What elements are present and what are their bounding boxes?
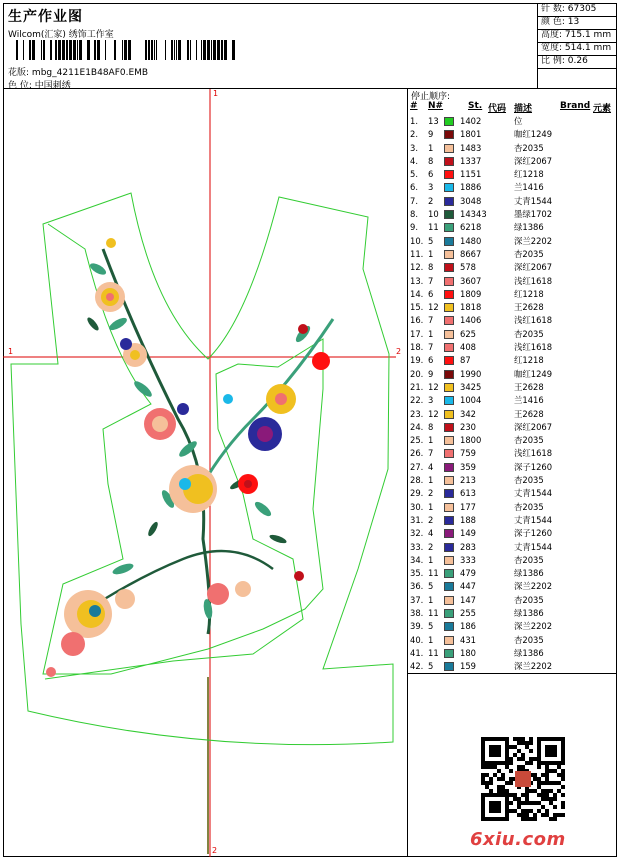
color-swatch <box>444 556 454 565</box>
color-swatch <box>444 183 454 192</box>
mark-left: 1 <box>8 347 14 356</box>
table-row: 33. 2 283 丈青1544 <box>410 541 553 552</box>
table-row: 29. 2 613 丈青1544 <box>410 488 553 499</box>
color-swatch <box>444 223 454 232</box>
page-title: 生产作业图 <box>8 9 83 25</box>
table-row: 28. 1 213 杏2035 <box>410 475 544 486</box>
table-row: 10. 5 1480 深兰2202 <box>410 235 553 246</box>
panel-title: 停止顺序: <box>411 92 451 102</box>
color-swatch <box>444 423 454 432</box>
color-swatch <box>444 210 454 219</box>
table-row: 22. 3 1004 兰1416 <box>410 395 544 406</box>
table-row: 34. 1 333 杏2035 <box>410 554 544 565</box>
mark-top: 1 <box>213 89 219 98</box>
mark-right: 2 <box>396 347 402 356</box>
table-row: 5. 6 1151 红1218 <box>410 169 544 180</box>
stat-height: 高度: 715.1 mm <box>541 30 612 40</box>
color-stop-panel <box>408 89 617 857</box>
table-row: 6. 3 1886 兰1416 <box>410 182 544 193</box>
column-headers: # N# St. 代码 描述 Brand 元素 <box>410 101 612 114</box>
color-swatch <box>444 662 454 671</box>
mark-bottom: 2 <box>212 846 218 855</box>
color-swatch <box>444 130 454 139</box>
color-swatch <box>444 170 454 179</box>
color-swatch <box>444 263 454 272</box>
studio-name: Wilcom(汇家) 绣饰工作室 <box>8 30 114 40</box>
stat-width: 宽度: 514.1 mm <box>541 43 612 53</box>
floral-embroidery <box>46 238 333 677</box>
color-swatch <box>444 636 454 645</box>
table-row: 12. 8 578 深红2067 <box>410 262 553 273</box>
color-swatch <box>444 410 454 419</box>
color-swatch <box>444 503 454 512</box>
color-swatch <box>444 277 454 286</box>
table-row: 23. 12 342 王2628 <box>410 408 544 419</box>
color-swatch <box>444 622 454 631</box>
color-swatch <box>444 343 454 352</box>
table-row: 9. 11 6218 绿1386 <box>410 222 544 233</box>
color-swatch <box>444 144 454 153</box>
table-row: 41. 11 180 绿1386 <box>410 647 544 658</box>
table-row: 30. 1 177 杏2035 <box>410 501 544 512</box>
table-row: 18. 7 408 浅红1618 <box>410 342 553 353</box>
table-row: 42. 5 159 深兰2202 <box>410 661 553 672</box>
table-row: 20. 9 1990 咖红1249 <box>410 368 553 379</box>
color-swatch <box>444 543 454 552</box>
table-row: 37. 1 147 杏2035 <box>410 594 544 605</box>
table-row: 40. 1 431 杏2035 <box>410 634 544 645</box>
stat-scale: 比 例: 0.26 <box>541 56 588 66</box>
table-row: 27. 4 359 深子1260 <box>410 461 553 472</box>
table-row: 17. 1 625 杏2035 <box>410 328 544 339</box>
panel-divider <box>408 673 617 674</box>
color-swatch <box>444 117 454 126</box>
color-swatch <box>444 250 454 259</box>
table-row: 32. 4 149 深子1260 <box>410 528 553 539</box>
table-row: 19. 6 87 红1218 <box>410 355 544 366</box>
color-swatch <box>444 290 454 299</box>
color-swatch <box>444 197 454 206</box>
color-swatch <box>444 516 454 525</box>
header-block <box>3 3 538 89</box>
table-row: 36. 5 447 深兰2202 <box>410 581 553 592</box>
color-swatch <box>444 649 454 658</box>
color-swatch <box>444 356 454 365</box>
table-row: 26. 7 759 浅红1618 <box>410 448 553 459</box>
color-swatch <box>444 463 454 472</box>
design-drawing <box>3 89 408 857</box>
table-row: 11. 1 8667 杏2035 <box>410 248 544 259</box>
color-swatch <box>444 449 454 458</box>
color-swatch <box>444 609 454 618</box>
table-row: 1. 13 1402 位 <box>410 116 523 126</box>
color-position: 中国刺绣 <box>34 81 71 91</box>
stat-colors: 颜 色: 13 <box>541 17 580 27</box>
color-swatch <box>444 582 454 591</box>
color-swatch <box>444 489 454 498</box>
table-row: 2. 9 1801 咖红1249 <box>410 129 553 140</box>
color-stop-list <box>408 115 617 673</box>
table-row: 8. 10 14343 墨绿1702 <box>410 209 553 220</box>
color-swatch <box>444 596 454 605</box>
table-row: 16. 7 1406 浅红1618 <box>410 315 553 326</box>
color-swatch <box>444 303 454 312</box>
color-swatch <box>444 370 454 379</box>
table-row: 7. 2 3048 丈青1544 <box>410 195 553 206</box>
file-name: mbg_4211E1B48AF0.EMB <box>31 68 149 78</box>
qr-code <box>481 737 565 821</box>
color-swatch <box>444 396 454 405</box>
table-row: 39. 5 186 深兰2202 <box>410 621 553 632</box>
watermark-text: 6xiu.com <box>470 829 566 850</box>
table-row: 38. 11 255 绿1386 <box>410 607 544 618</box>
table-row: 3. 1 1483 杏2035 <box>410 142 544 153</box>
table-row: 4. 8 1337 深红2067 <box>410 155 553 166</box>
table-row: 14. 6 1809 红1218 <box>410 288 544 299</box>
table-row: 31. 2 188 丈青1544 <box>410 514 553 525</box>
color-swatch <box>444 436 454 445</box>
stat-stitches: 针 数: 67305 <box>541 4 597 14</box>
file-name-line: 花版: mbg_4211E1B48AF0.EMB <box>8 68 149 78</box>
stats-box <box>538 3 617 89</box>
color-swatch <box>444 476 454 485</box>
color-swatch <box>444 383 454 392</box>
table-row: 35. 11 479 绿1386 <box>410 568 544 579</box>
table-row: 21. 12 3425 王2628 <box>410 381 544 392</box>
barcode <box>8 40 236 60</box>
table-row: 15. 12 1818 王2628 <box>410 302 544 313</box>
color-swatch <box>444 330 454 339</box>
color-swatch <box>444 157 454 166</box>
table-row: 24. 8 230 深红2067 <box>410 421 553 432</box>
embroidery-design-area <box>3 89 408 857</box>
color-swatch <box>444 237 454 246</box>
color-position-line: 色 位: 中国刺绣 <box>8 81 71 91</box>
color-swatch <box>444 316 454 325</box>
table-row: 13. 7 3607 浅红1618 <box>410 275 553 286</box>
table-row: 25. 1 1800 杏2035 <box>410 435 544 446</box>
color-swatch <box>444 569 454 578</box>
color-swatch <box>444 529 454 538</box>
